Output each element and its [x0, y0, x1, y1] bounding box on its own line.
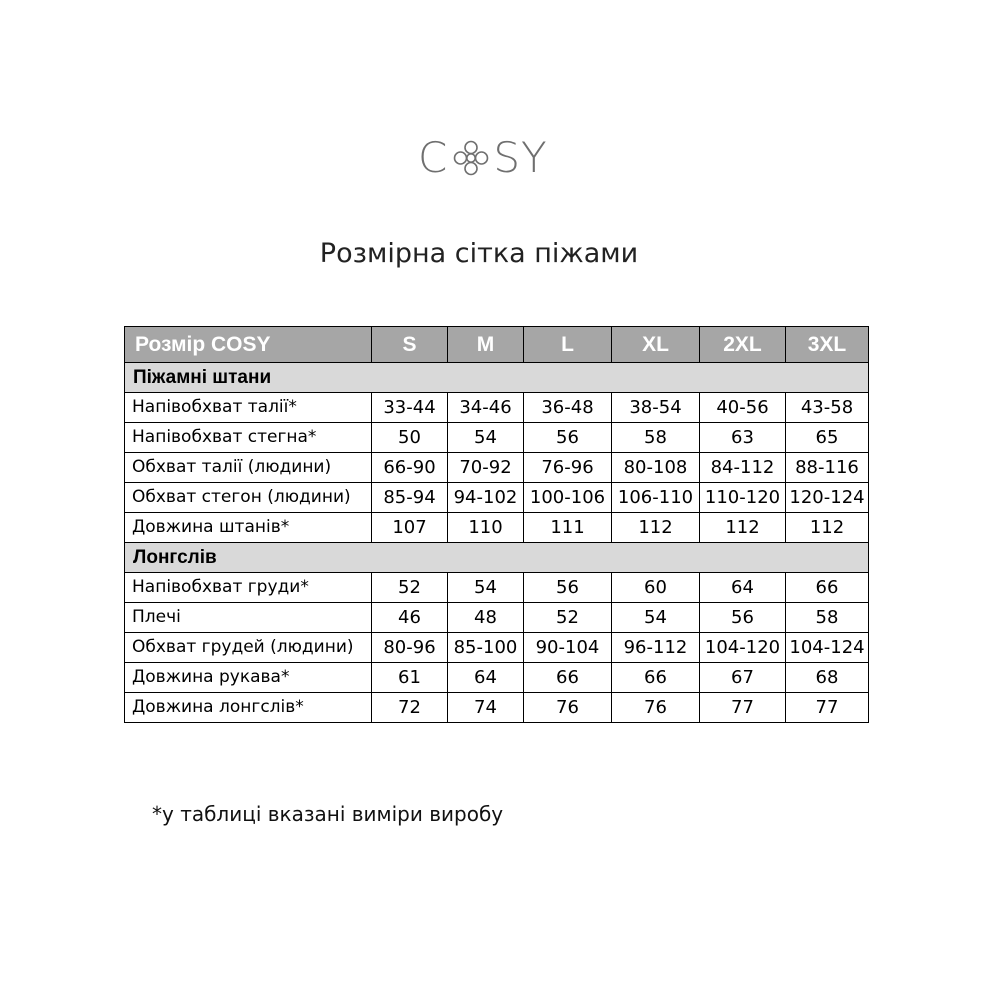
table-cell: 43-58 [786, 393, 869, 423]
table-cell: 36-48 [524, 393, 612, 423]
table-cell: 77 [700, 693, 786, 723]
table-cell: 88-116 [786, 453, 869, 483]
table-cell: 111 [524, 513, 612, 543]
table-cell: 90-104 [524, 633, 612, 663]
table-cell: 112 [786, 513, 869, 543]
table-cell: 70-92 [448, 453, 524, 483]
section-row [125, 363, 869, 393]
table-cell: 85-100 [448, 633, 524, 663]
table-cell: 54 [448, 573, 524, 603]
table-cell: 63 [700, 423, 786, 453]
table-cell: 100-106 [524, 483, 612, 513]
table-cell: 38-54 [612, 393, 700, 423]
table-cell: 56 [700, 603, 786, 633]
table-cell: 52 [372, 573, 448, 603]
table-cell: 74 [448, 693, 524, 723]
row-label: Довжина штанів* [125, 513, 372, 543]
table-header-row [125, 327, 869, 363]
header-size-s: S [372, 327, 448, 363]
table-cell: 104-120 [700, 633, 786, 663]
table-cell: 106-110 [612, 483, 700, 513]
table-cell: 61 [372, 663, 448, 693]
size-chart-table [124, 326, 869, 723]
table-cell: 80-96 [372, 633, 448, 663]
table-cell: 85-94 [372, 483, 448, 513]
table-row [125, 573, 869, 603]
table-cell: 110 [448, 513, 524, 543]
table-cell: 84-112 [700, 453, 786, 483]
header-size-l: L [524, 327, 612, 363]
section-row [125, 543, 869, 573]
table-cell: 64 [448, 663, 524, 693]
table-cell: 60 [612, 573, 700, 603]
table-cell: 104-124 [786, 633, 869, 663]
table-cell: 56 [524, 573, 612, 603]
table-cell: 96-112 [612, 633, 700, 663]
table-row [125, 663, 869, 693]
row-label: Обхват талії (людини) [125, 453, 372, 483]
row-label: Напівобхват груди* [125, 573, 372, 603]
row-label: Плечі [125, 603, 372, 633]
section-title: Піжамні штани [125, 363, 869, 393]
table-cell: 107 [372, 513, 448, 543]
row-label: Довжина лонгслів* [125, 693, 372, 723]
table-cell: 64 [700, 573, 786, 603]
table-cell: 77 [786, 693, 869, 723]
row-label: Обхват грудей (людини) [125, 633, 372, 663]
table-cell: 80-108 [612, 453, 700, 483]
table-cell: 112 [700, 513, 786, 543]
header-size-2xl: 2XL [700, 327, 786, 363]
table-row [125, 483, 869, 513]
table-cell: 66 [612, 663, 700, 693]
table-row [125, 423, 869, 453]
page-title: Розмірна сітка піжами [319, 238, 639, 269]
table-cell: 120-124 [786, 483, 869, 513]
table-body [125, 363, 869, 723]
table-cell: 52 [524, 603, 612, 633]
table-cell: 112 [612, 513, 700, 543]
table-cell: 68 [786, 663, 869, 693]
row-label: Обхват стегон (людини) [125, 483, 372, 513]
logo-letter-c: C [418, 133, 449, 182]
table-cell: 54 [448, 423, 524, 453]
table-row [125, 513, 869, 543]
row-label: Напівобхват талії* [125, 393, 372, 423]
table-cell: 58 [786, 603, 869, 633]
table-cell: 110-120 [700, 483, 786, 513]
table-cell: 46 [372, 603, 448, 633]
table-row [125, 393, 869, 423]
table-cell: 54 [612, 603, 700, 633]
table-cell: 34-46 [448, 393, 524, 423]
table-cell: 56 [524, 423, 612, 453]
table-row [125, 453, 869, 483]
brand-logo [418, 133, 548, 183]
table-cell: 72 [372, 693, 448, 723]
table-cell: 50 [372, 423, 448, 453]
footnote: *у таблиці вказані виміри виробу [152, 802, 504, 826]
section-title: Лонгслів [125, 543, 869, 573]
logo-letters-sy: SY [493, 133, 548, 182]
table-cell: 66 [524, 663, 612, 693]
table-cell: 67 [700, 663, 786, 693]
header-size-label: Розмір COSY [125, 327, 372, 363]
row-label: Довжина рукава* [125, 663, 372, 693]
table-cell: 40-56 [700, 393, 786, 423]
table-row [125, 633, 869, 663]
table-row [125, 693, 869, 723]
table-cell: 76 [524, 693, 612, 723]
table-cell: 76 [612, 693, 700, 723]
table-cell: 33-44 [372, 393, 448, 423]
table-cell: 65 [786, 423, 869, 453]
flower-icon [451, 138, 491, 178]
header-size-xl: XL [612, 327, 700, 363]
table-cell: 66 [786, 573, 869, 603]
header-size-m: M [448, 327, 524, 363]
header-size-3xl: 3XL [786, 327, 869, 363]
table-cell: 94-102 [448, 483, 524, 513]
row-label: Напівобхват стегна* [125, 423, 372, 453]
table-cell: 76-96 [524, 453, 612, 483]
table-cell: 48 [448, 603, 524, 633]
table-row [125, 603, 869, 633]
table-cell: 66-90 [372, 453, 448, 483]
table-cell: 58 [612, 423, 700, 453]
